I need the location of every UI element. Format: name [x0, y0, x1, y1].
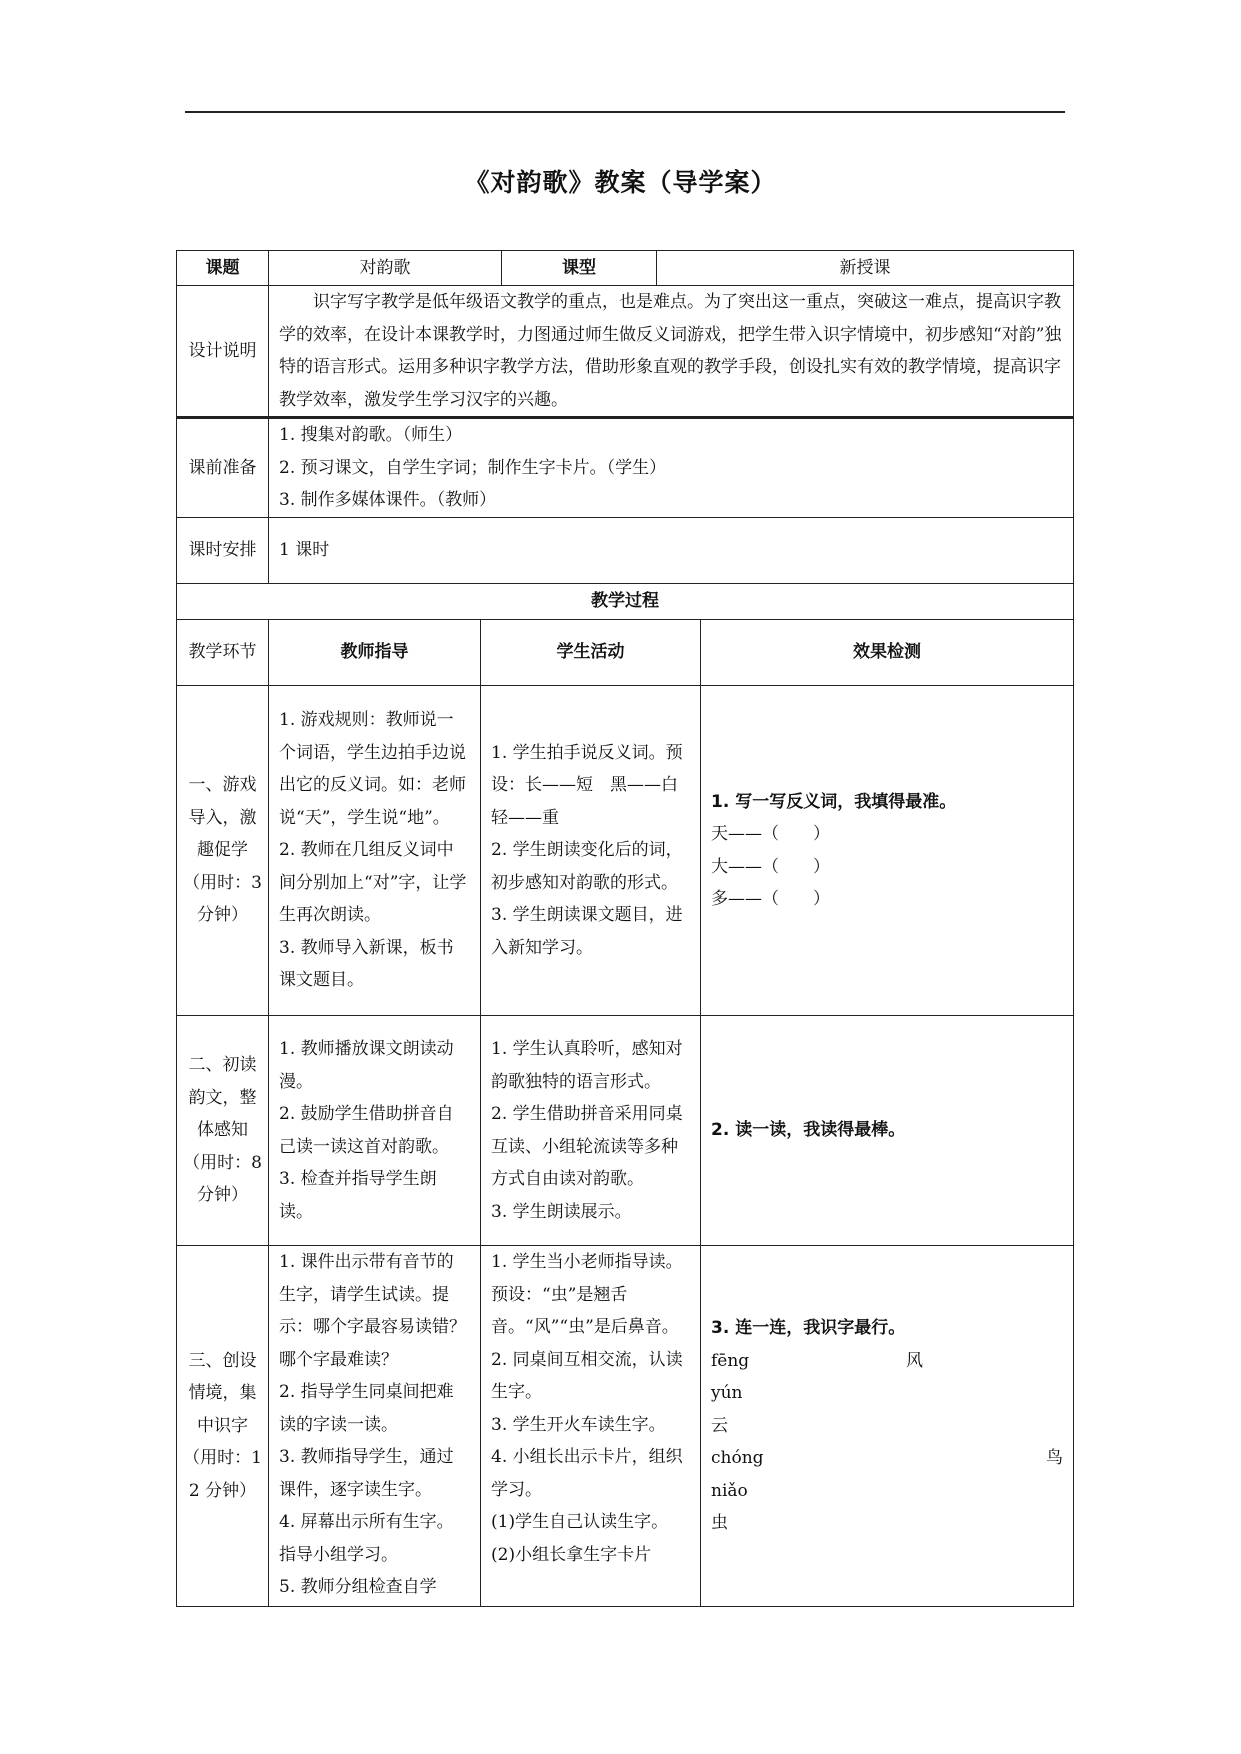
prep-list [269, 418, 1074, 518]
hours-value: 1 课时 [269, 518, 1074, 584]
header-student: 学生活动 [481, 620, 701, 686]
check-item: 大——（ ） [711, 856, 830, 877]
stage-name: 三、创设情境，集中识字 [188, 1350, 257, 1436]
student-step: (1)学生自己认读生字。 [491, 1512, 669, 1532]
student-step: 2. 学生借助拼音采用同桌互读、小组轮流读等多种方式自由读对韵歌。 [491, 1104, 683, 1189]
student-step: 3. 学生朗读课文题目，进入新知学习。 [491, 905, 683, 958]
stage-name: 二、初读韵文，整体感知 [188, 1055, 257, 1141]
topic-value: 对韵歌 [269, 251, 502, 286]
student-cell [481, 1016, 701, 1246]
student-cell [481, 1246, 701, 1607]
teacher-cell [269, 1246, 481, 1607]
pinyin-option: niǎo [711, 1480, 748, 1501]
prep-item: 3. 制作多媒体课件。（教师） [279, 490, 497, 511]
design-label: 设计说明 [177, 286, 269, 418]
teacher-step: 2. 鼓励学生借助拼音自己读一读这首对韵歌。 [279, 1104, 454, 1157]
check-title: 2. 读一读，我读得最棒。 [711, 1120, 906, 1141]
teacher-step: 1. 课件出示带有音节的生字，请学生试读。提示：哪个字最容易读错？哪个字最难读？ [279, 1252, 466, 1370]
character-option: 云 [711, 1415, 728, 1436]
stage-time: （用时：3 分钟） [183, 872, 262, 926]
student-step: 1. 学生认真聆听，感知对韵歌独特的语言形式。 [491, 1039, 683, 1092]
process-table [176, 619, 1074, 1607]
check-title: 1. 写一写反义词，我填得最准。 [711, 791, 957, 812]
student-step: 1. 学生当小老师指导读。预设：“虫”是翘舌音。“风”“虫”是后鼻音。 [491, 1252, 683, 1337]
stage-name: 一、游戏导入，激趣促学 [188, 775, 257, 861]
pinyin-option: yún [711, 1383, 743, 1404]
process-title: 教学过程 [177, 584, 1074, 620]
type-label: 课型 [502, 251, 657, 286]
character-option: 虫 [711, 1513, 728, 1534]
check-title: 3. 连一连，我识字最行。 [711, 1318, 906, 1339]
teacher-step: 1. 教师播放课文朗读动漫。 [279, 1039, 454, 1092]
header-check: 效果检测 [701, 620, 1074, 686]
student-step: 2. 同桌间互相交流，认读生字。 [491, 1349, 683, 1402]
student-step: 3. 学生朗读展示。 [491, 1201, 632, 1222]
stage-time: （用时：12 分钟） [183, 1448, 262, 1501]
stage-cell [177, 1016, 269, 1246]
character-option: 风 [906, 1350, 923, 1371]
header-teacher: 教师指导 [269, 620, 481, 686]
prep-item: 2. 预习课文，自学生字词；制作生字卡片。（学生） [279, 457, 667, 478]
header-stage: 教学环节 [177, 620, 269, 686]
teacher-step: 2. 指导学生同桌间把难读的字读一读。 [279, 1382, 454, 1435]
pinyin-option: chóng [711, 1448, 764, 1469]
prep-label: 课前准备 [177, 418, 269, 518]
student-step: 轻——重 [491, 807, 559, 828]
lesson-plan-sheet [176, 250, 1073, 1607]
prep-item: 1. 搜集对韵歌。（师生） [279, 425, 463, 446]
info-table [176, 250, 1074, 620]
teacher-step: 3. 教师指导学生，通过课件，逐字读生字。 [279, 1447, 454, 1500]
match-line [711, 1442, 1063, 1475]
character-option: 鸟 [1046, 1448, 1063, 1469]
student-step: 1. 学生拍手说反义词。预设：长——短 黑——白 [491, 742, 683, 796]
check-cell [701, 1246, 1074, 1607]
match-line [711, 1345, 1063, 1378]
teacher-step: 4. 屏幕出示所有生字。指导小组学习。 [279, 1512, 454, 1565]
table-row [177, 686, 1074, 1016]
teacher-step: 1. 游戏规则：教师说一个词语，学生边拍手边说出它的反义词。如：老师说“天”，学生说“地”。 [279, 710, 466, 828]
hours-label: 课时安排 [177, 518, 269, 584]
check-item: 天——（ ） [711, 824, 830, 844]
design-text: 识字写字教学是低年级语文教学的重点，也是难点。为了突出这一重点，突破这一难点，提高识字教学的效率，在设计本课教学时，力图通过师生做反义词游戏，把学生带入识字情境中，初步感知“对韵”独特的语言形式。运用多种识字教学方法，借助形象直观的教学手段，创设扎实有效的教学情境，提高识字教学效率，激发学生学习汉字的兴趣。 [269, 286, 1074, 418]
student-step: (2)小组长拿生字卡片 [491, 1544, 652, 1565]
type-value: 新授课 [657, 251, 1074, 286]
topic-label: 课题 [177, 251, 269, 286]
process-header-row [177, 620, 1074, 686]
teacher-step: 3. 教师导入新课，板书课文题目。 [279, 937, 454, 991]
check-cell [701, 686, 1074, 1016]
page-title: 《对韵歌》教案（导学案） [464, 168, 777, 197]
teacher-step: 2. 教师在几组反义词中间分别加上“对”字，让学生再次朗读。 [279, 840, 467, 926]
pinyin-option: fēng [711, 1350, 750, 1371]
teacher-cell [269, 686, 481, 1016]
check-cell [701, 1016, 1074, 1246]
stage-time: （用时：8 分钟） [183, 1152, 262, 1206]
student-cell [481, 686, 701, 1016]
teacher-step: 3. 检查并指导学生朗读。 [279, 1169, 437, 1222]
stage-cell [177, 1246, 269, 1607]
header-rule [185, 111, 1065, 113]
student-step: 2. 学生朗读变化后的词，初步感知对韵歌的形式。 [491, 840, 683, 893]
check-item: 多——（ ） [711, 889, 830, 909]
teacher-cell [269, 1016, 481, 1246]
student-step: 4. 小组长出示卡片，组织学习。 [491, 1447, 683, 1500]
stage-cell [177, 686, 269, 1016]
teacher-step: 5. 教师分组检查自学 [279, 1577, 437, 1597]
table-row [177, 1246, 1074, 1607]
student-step: 3. 学生开火车读生字。 [491, 1414, 666, 1435]
table-row [177, 1016, 1074, 1246]
